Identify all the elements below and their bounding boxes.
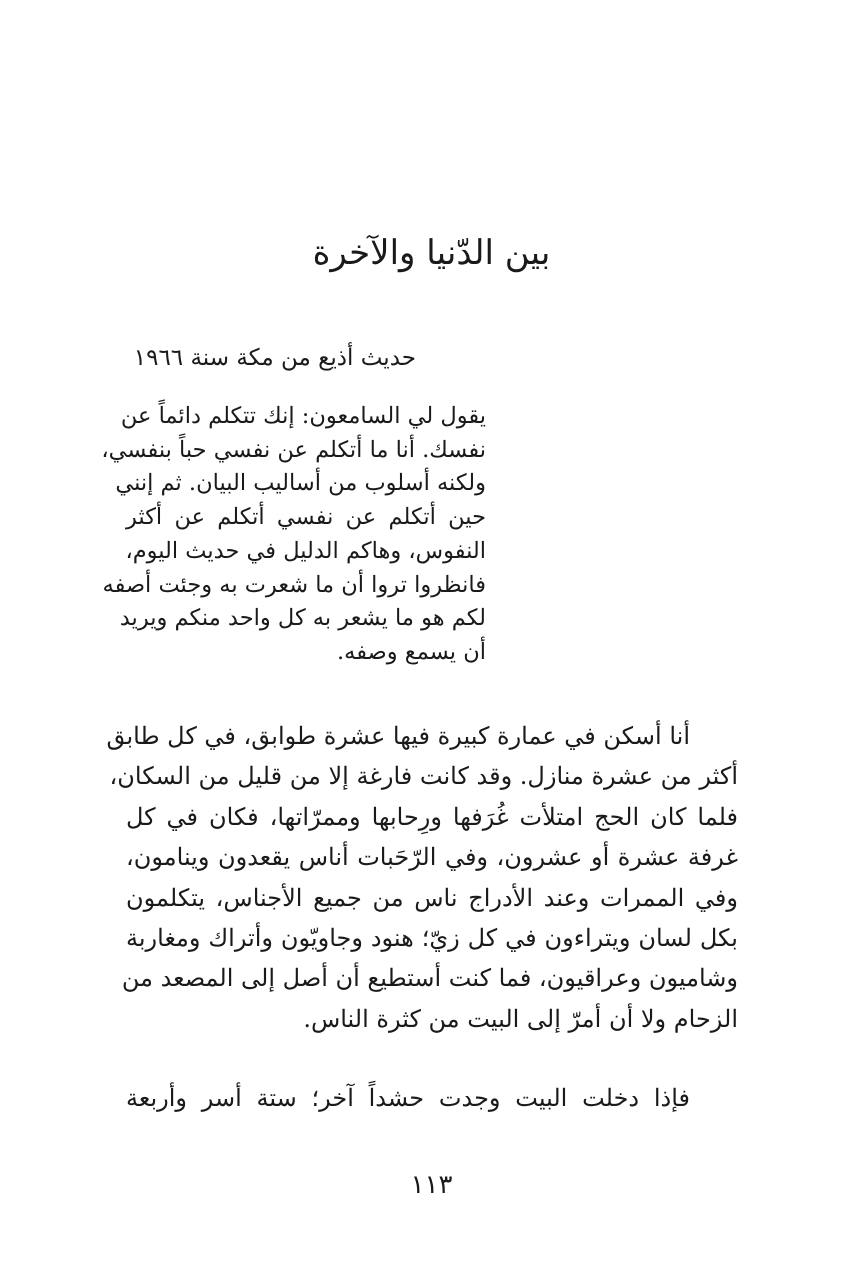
body-line: وشاميون وعراقيون، فما كنت أستطيع أن أصل إلى المصعد من [121, 964, 738, 993]
page-number: ١١٣ [410, 1170, 453, 1200]
body-line: أنا أسكن في عمارة كبيرة فيها عشرة طوابق، في كل طابق [106, 722, 690, 750]
chapter-subtitle: حديث أذيع من مكة سنة ١٩٦٦ [133, 345, 416, 371]
body-line: غرفة عشرة أو عشرون، وفي الرّحَبات أناس يقعدون وينامون، [126, 843, 738, 872]
intro-line: فانظروا تروا أن ما شعرت به وجئت أصفه [102, 571, 486, 598]
body-paragraph-2 [126, 1078, 738, 1118]
body-line: الزحام ولا أن أمرّ إلى البيت من كثرة الناس. [303, 1004, 738, 1033]
intro-line: ولكنه أسلوب من أساليب البيان. ثم إنني [115, 470, 486, 497]
chapter-title: بين الدّنيا والآخرة [312, 233, 551, 273]
intro-line: يقول لي السامعون: إنك تتكلم دائماً عن [120, 403, 486, 429]
body-line: فلما كان الحج امتلأت غُرَفها ورِحابها وممرّاتها، فكان في كل [126, 802, 738, 831]
body-paragraph-1 [106, 716, 738, 1039]
body-line: بكل لسان ويتراءون في كل زيّ؛ هنود وجاويّون وأتراك ومغاربة [126, 924, 738, 953]
body-line: وفي الممرات وعند الأدراج ناس من جميع الأجناس، يتكلمون [126, 883, 738, 912]
body-line: أكثر من عشرة منازل. وقد كانت فارغة إلا من قليل من السكان، [109, 762, 738, 791]
intro-paragraph [101, 400, 486, 670]
intro-line: أن يسمع وصفه. [337, 638, 486, 665]
intro-line: لكم هو ما يشعر به كل واحد منكم ويريد [119, 605, 486, 632]
intro-line: نفسك. أنا ما أتكلم عن نفسي حباً بنفسي، [101, 436, 486, 463]
intro-line: حين أتكلم عن نفسي أتكلم عن أكثر [126, 504, 486, 531]
intro-line: النفوس، وهاكم الدليل في حديث اليوم، [125, 537, 486, 564]
body-line: فإذا دخلت البيت وجدت حشداً آخر؛ ستة أسر وأربعة [126, 1084, 690, 1112]
